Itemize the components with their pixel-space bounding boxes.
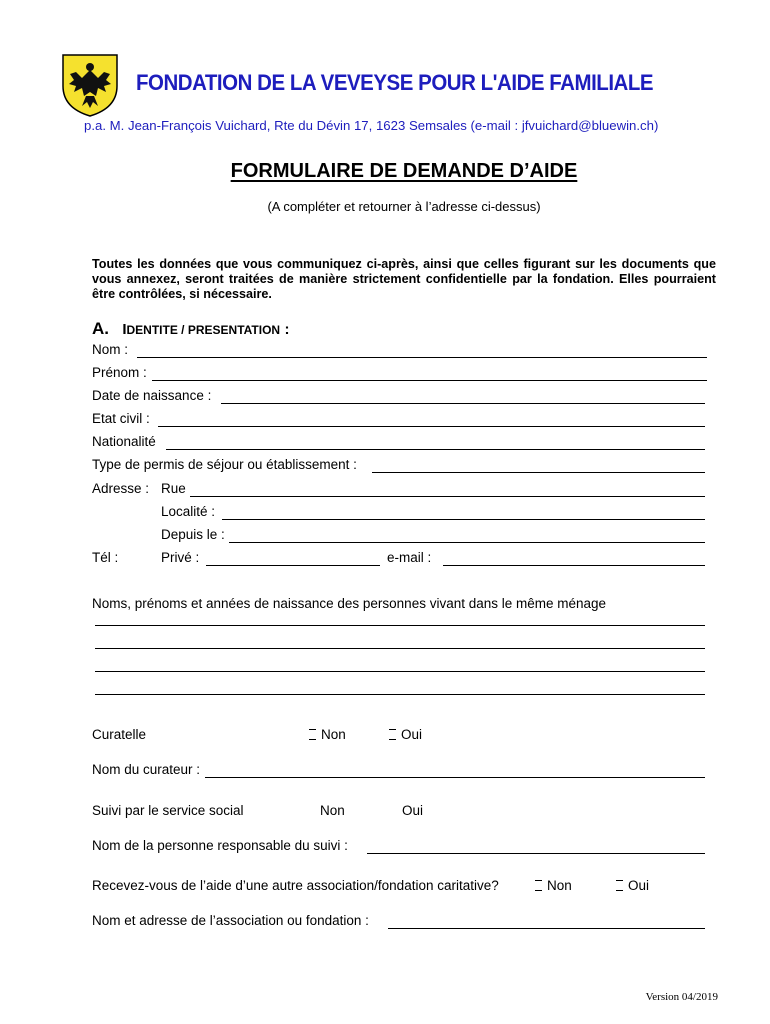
coat-of-arms-eagle-icon	[60, 52, 120, 118]
prenom-field[interactable]	[152, 380, 707, 381]
label-tel: Tél :	[92, 550, 119, 565]
autre-aide-label: Recevez-vous de l’aide d’une autre association/fondation caritative?	[92, 878, 499, 893]
label-localite: Localité :	[161, 504, 216, 519]
label-responsable-suivi: Nom de la personne responsable du suivi :	[92, 838, 348, 853]
household-line-2[interactable]	[95, 648, 705, 649]
label-email: e-mail :	[387, 550, 432, 565]
form-subtitle: (A compléter et retourner à l’adresse ci-dessus)	[267, 199, 541, 214]
label-adresse: Adresse :	[92, 481, 150, 496]
organization-title: FONDATION DE LA VEVEYSE POUR L'AIDE FAMILIALE	[136, 70, 654, 95]
checkbox-icon[interactable]	[535, 880, 542, 891]
suivi-label: Suivi par le service social	[92, 803, 244, 818]
curatelle-label: Curatelle	[92, 727, 147, 742]
label-depuis: Depuis le :	[161, 527, 225, 542]
responsable-suivi-field[interactable]	[367, 853, 705, 854]
rue-field[interactable]	[190, 496, 705, 497]
household-line-3[interactable]	[95, 671, 705, 672]
label-prenom: Prénom :	[92, 365, 147, 380]
form-title: FORMULAIRE DE DEMANDE D’AIDE	[230, 160, 578, 182]
checkbox-icon[interactable]	[389, 729, 396, 740]
checkbox-icon[interactable]	[616, 880, 623, 891]
household-line-1[interactable]	[95, 625, 705, 626]
nom-curateur-field[interactable]	[205, 777, 705, 778]
version-label: Version 04/2019	[645, 991, 718, 1003]
label-nom-association: Nom et adresse de l’association ou fondation :	[92, 913, 369, 928]
etat-civil-field[interactable]	[158, 426, 705, 427]
confidentiality-notice: Toutes les données que vous communiquez ci-après, ainsi que celles figurant sur les documents que vous annexez, seront traitées de manière strictement confidentielle par la fondation. Elles pourraient être contrôlées, si nécessaire.	[92, 257, 716, 301]
autre-aide-non-option[interactable]: Non	[535, 878, 572, 893]
permis-field[interactable]	[372, 472, 705, 473]
organization-address: p.a. M. Jean-François Vuichard, Rte du Dévin 17, 1623 Semsales (e-mail : jfvuichard@bluewin.ch)	[84, 118, 659, 133]
suivi-non-option[interactable]: Non	[320, 803, 345, 818]
label-permis: Type de permis de séjour ou établissement :	[92, 457, 357, 472]
section-letter: A.	[92, 319, 109, 338]
label-prive: Privé :	[161, 550, 200, 565]
label-nom: Nom :	[92, 342, 129, 357]
suivi-oui-option[interactable]: Oui	[402, 803, 424, 818]
date-naissance-field[interactable]	[221, 403, 705, 404]
label-etat-civil: Etat civil :	[92, 411, 150, 426]
curatelle-non-option[interactable]: Non	[309, 727, 346, 742]
label-nom-curateur: Nom du curateur :	[92, 762, 201, 777]
localite-field[interactable]	[222, 519, 705, 520]
household-line-4[interactable]	[95, 694, 705, 695]
section-heading-text: DENTITE / PRESENTATION	[126, 323, 281, 337]
email-field[interactable]	[443, 565, 705, 566]
section-heading-initial: I	[122, 321, 127, 338]
depuis-field[interactable]	[229, 542, 705, 543]
checkbox-icon[interactable]	[309, 729, 316, 740]
household-label: Noms, prénoms et années de naissance des personnes vivant dans le même ménage	[92, 596, 607, 611]
section-heading-colon: :	[284, 321, 290, 338]
label-nationalite: Nationalité	[92, 434, 156, 449]
tel-prive-field[interactable]	[206, 565, 380, 566]
section-a-heading	[92, 319, 290, 339]
curatelle-oui-option[interactable]: Oui	[389, 727, 422, 742]
nationalite-field[interactable]	[166, 449, 705, 450]
autre-aide-oui-option[interactable]: Oui	[616, 878, 649, 893]
nom-association-field[interactable]	[388, 928, 705, 929]
label-rue: Rue	[161, 481, 186, 496]
label-date-naissance: Date de naissance :	[92, 388, 212, 403]
nom-field[interactable]	[137, 357, 707, 358]
